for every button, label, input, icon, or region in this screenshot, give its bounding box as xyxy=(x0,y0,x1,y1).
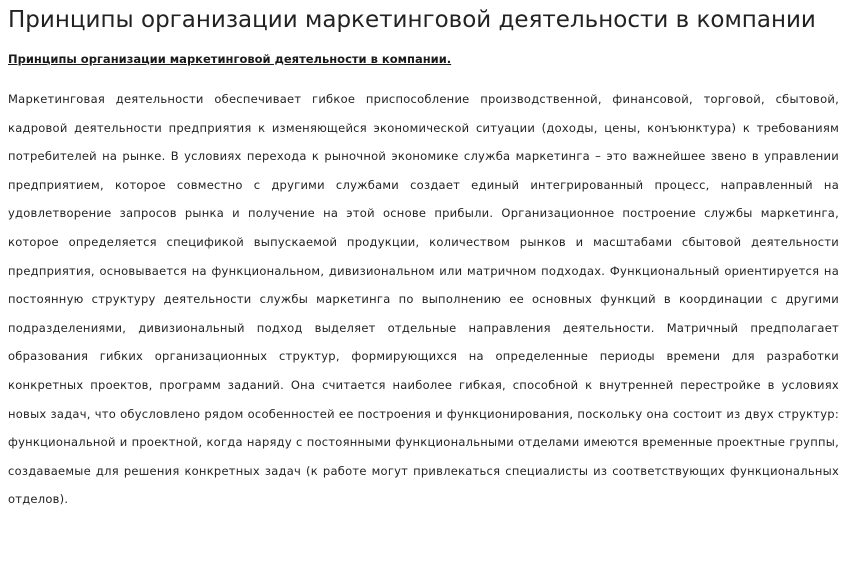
page-title: Принципы организации маркетинговой деятельности в компании xyxy=(8,7,816,33)
article-subheading: Принципы организации маркетинговой деятельности в компании. xyxy=(8,52,452,66)
article-body-paragraph: Маркетинговая деятельности обеспечивает гибкое приспособление производственной, финансовой, торговой, сбытовой, кадровой деятельности предприятия к изменяющейся экономической ситуации (доходы, цены, конъюнктура) к требованиям потребителей на рынке. В условиях перехода к рыночной экономике служба маркетинга – это важнейшее звено в управлении предприятием, которое совместно с другими службами создает единый интегрированный процесс, направленный на удовлетворение запросов рынка и получение на этой основе прибыли. Организационное построение службы маркетинга, которое определяется спецификой выпускаемой продукции, количеством рынков и масштабами сбытовой деятельности предприятия, основывается на функциональном, дивизиональном или матричном подходах. Функциональный ориентируется на постоянную структуру деятельности службы маркетинга по выполнению ее основных функций в координации с другими подразделениями, дивизиональный подход выделяет отдельные направления деятельности. Матричный предполагает образования гибких организационных структур, формирующихся на определенные периоды времени для разработки конкретных проектов, программ заданий. Она считается наиболее гибкая, способной к внутренней перестройке в условиях новых задач, что обусловлено рядом особенностей ее построения и функционирования, поскольку она состоит из двух структур: функциональной и проектной, когда наряду с постоянными функциональными отделами имеются временные проектные группы, создаваемые для решения конкретных задач (к работе могут привлекаться специалисты из соответствующих функциональных отделов). xyxy=(8,92,839,507)
